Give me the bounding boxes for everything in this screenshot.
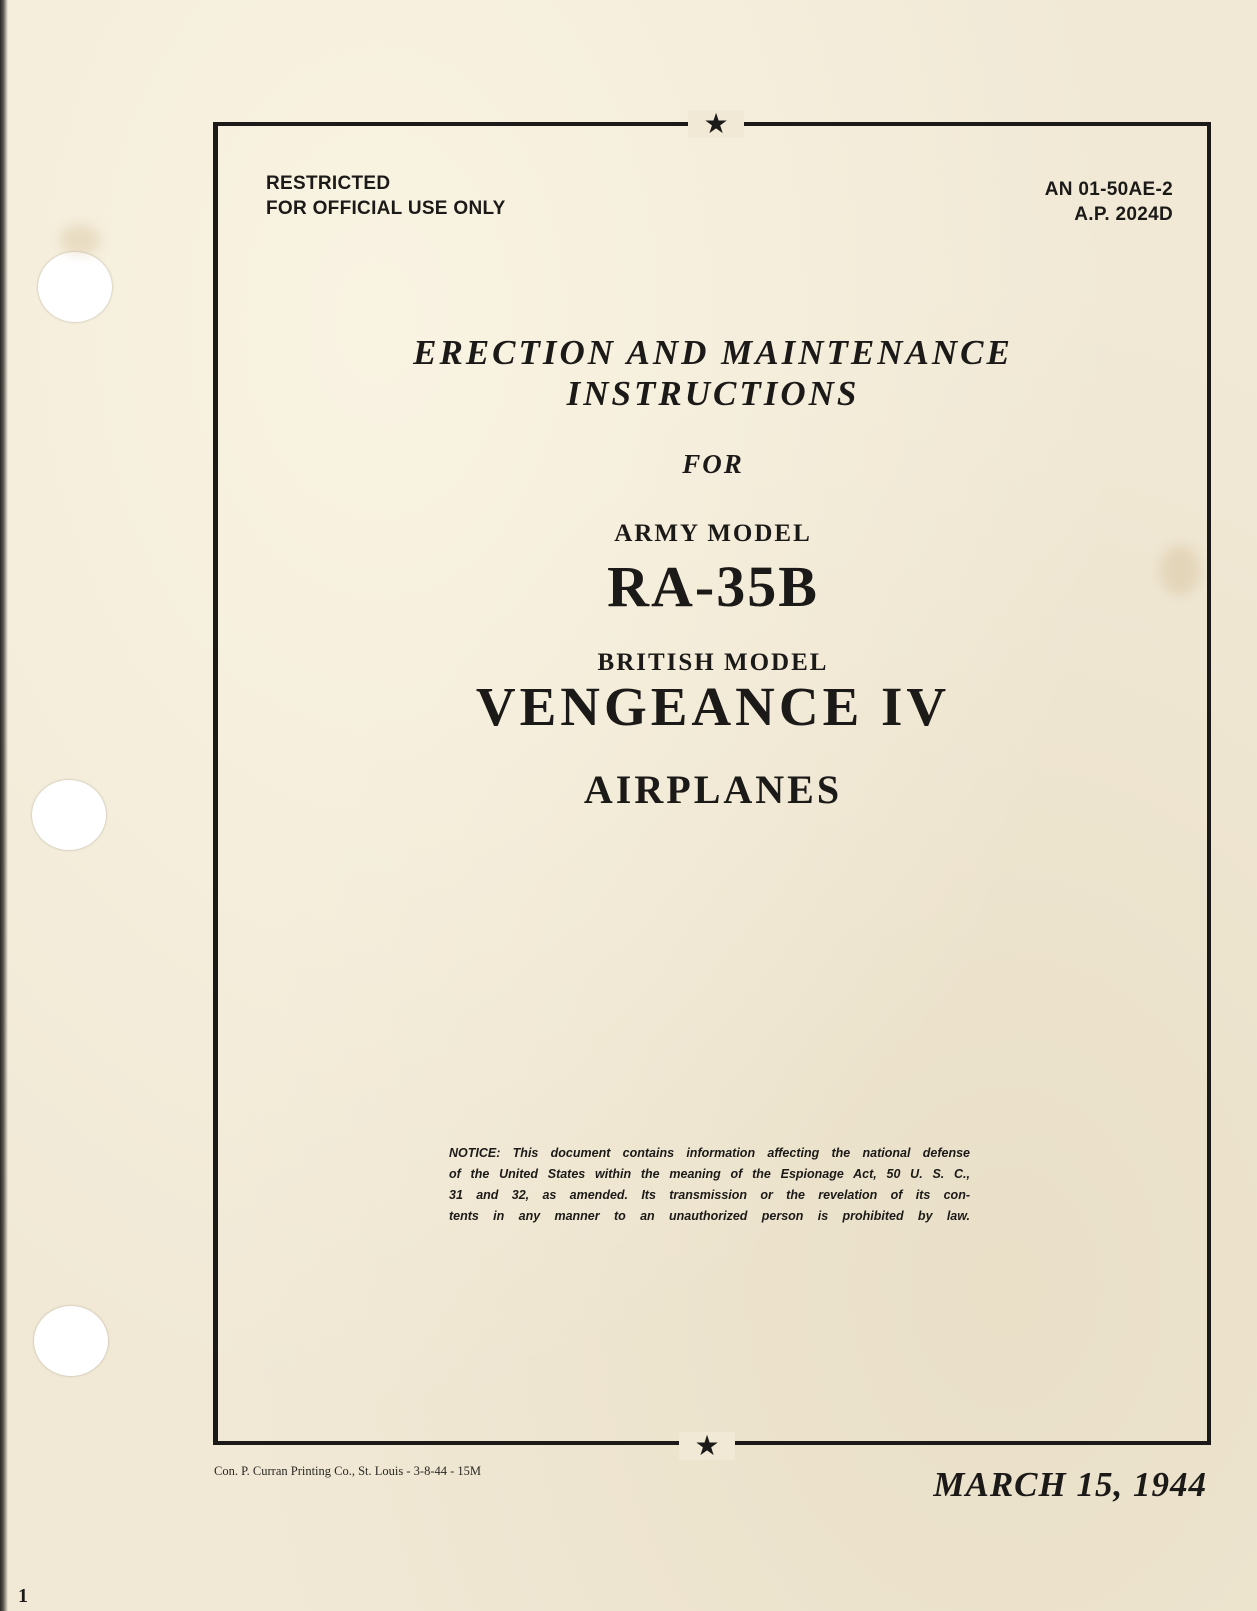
title-for: FOR: [682, 449, 744, 479]
british-model-label: BRITISH MODEL: [597, 649, 829, 676]
notice-line: tents in any manner to an unauthorized person is prohibited by law.: [449, 1209, 970, 1223]
subject-airplanes: AIRPLANES: [583, 767, 843, 812]
classification-block: [266, 171, 506, 221]
star-icon: ★: [679, 1432, 735, 1460]
star-icon: ★: [688, 110, 744, 138]
punch-hole-middle: [32, 780, 106, 850]
stain: [60, 225, 100, 255]
classification-restricted: RESTRICTED: [266, 173, 391, 194]
page-edge: [0, 0, 8, 1611]
british-model-name: VENGEANCE IV: [475, 676, 951, 737]
publication-date: MARCH 15, 1944: [933, 1465, 1207, 1504]
notice-line: 31 and 32, as amended. Its transmission or the revelation of its con-: [449, 1188, 970, 1202]
ap-number: A.P. 2024D: [1074, 204, 1173, 225]
classification-official-use: FOR OFFICIAL USE ONLY: [266, 198, 506, 219]
espionage-notice: [449, 1143, 970, 1227]
army-model-name: RA-35B: [607, 554, 819, 619]
page-number: 1: [18, 1585, 28, 1607]
army-model-label: ARMY MODEL: [614, 520, 812, 547]
printer-imprint: Con. P. Curran Printing Co., St. Louis - 3-8-44 - 15M: [214, 1464, 482, 1478]
an-number: AN 01-50AE-2: [1044, 179, 1173, 200]
notice-line: of the United States within the meaning of the Espionage Act, 50 U. S. C.,: [449, 1167, 970, 1181]
punch-hole-bottom: [34, 1306, 108, 1376]
title-line-2: INSTRUCTIONS: [566, 374, 860, 413]
punch-hole-top: [38, 252, 112, 322]
notice-line: NOTICE: This document contains information affecting the national defense: [449, 1146, 970, 1160]
document-number-block: [1045, 177, 1173, 227]
title-line-1: ERECTION AND MAINTENANCE: [413, 333, 1013, 372]
